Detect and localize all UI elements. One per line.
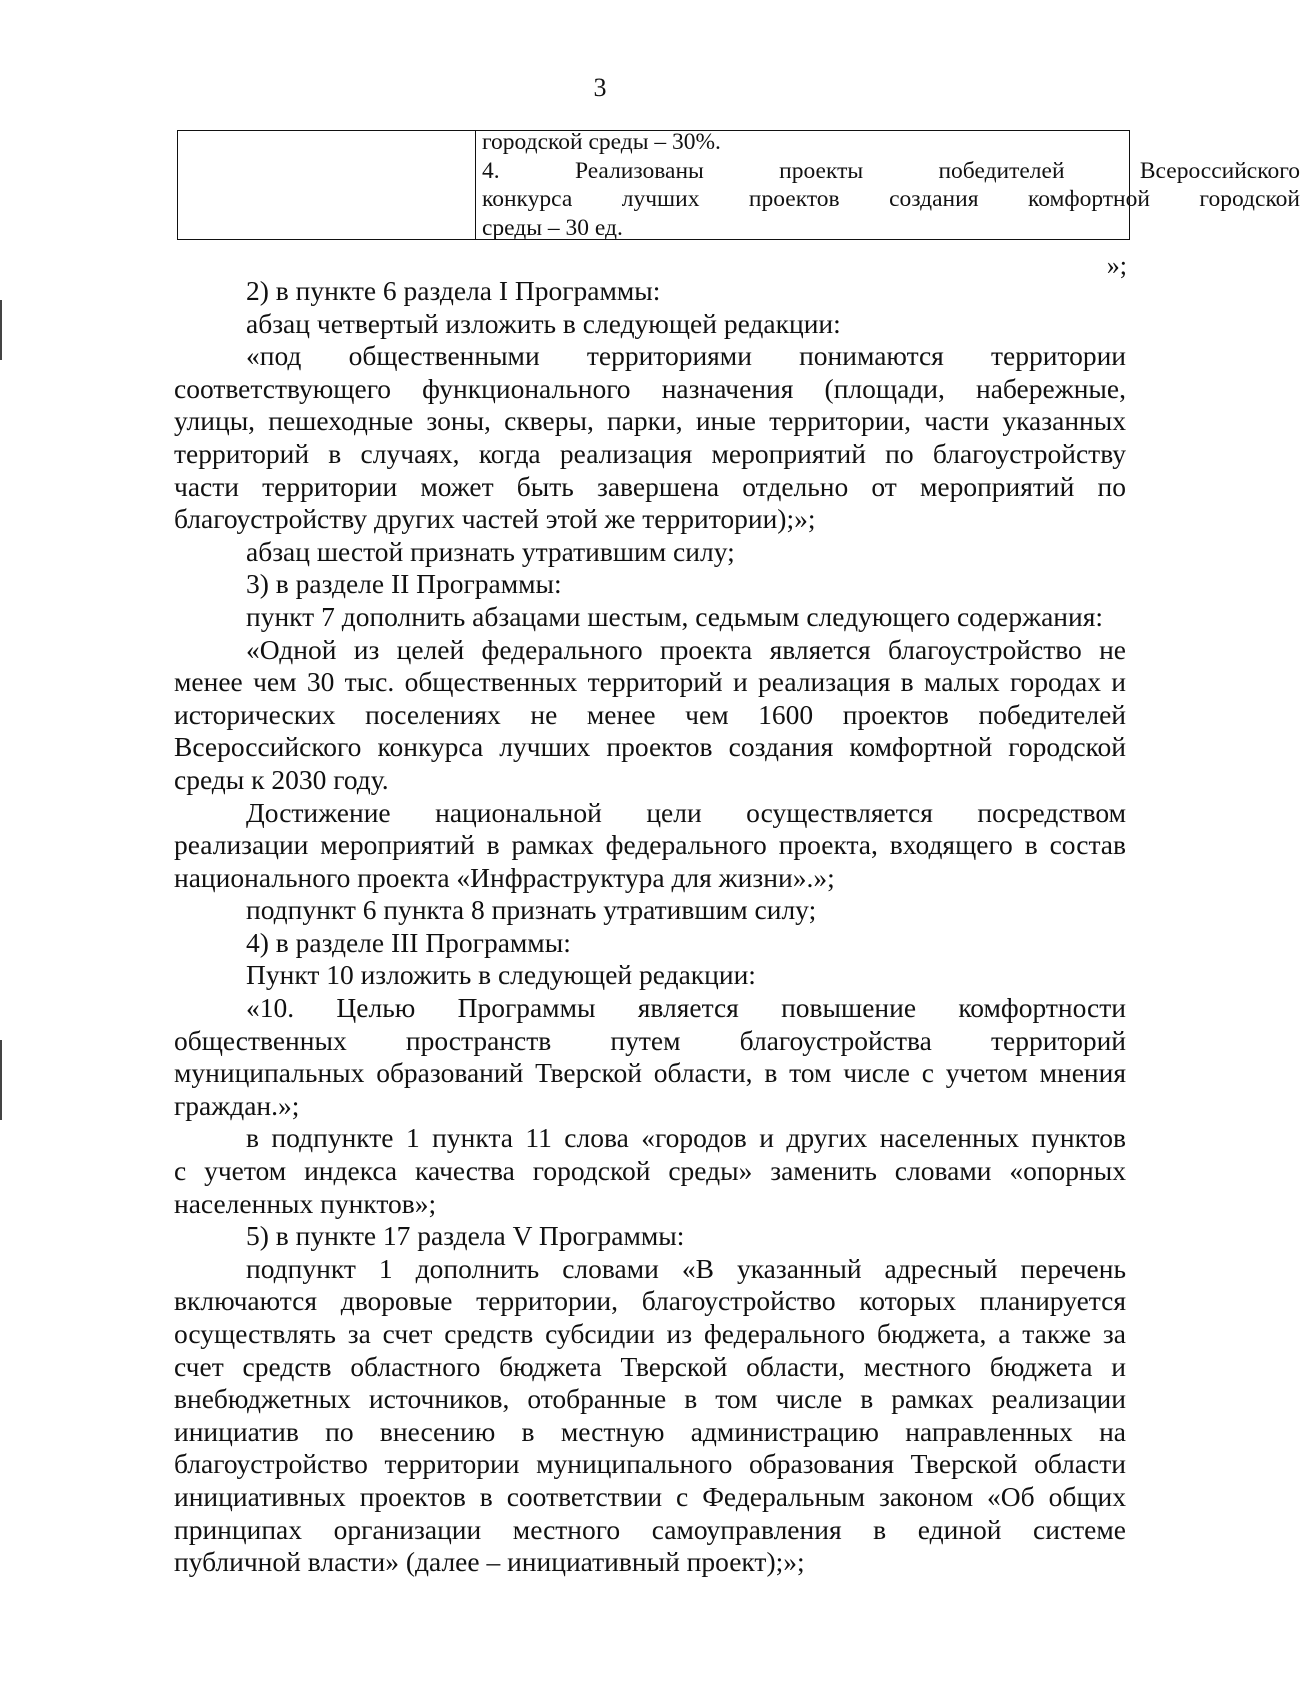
body-line: пункт 7 дополнить абзацами шестым, седьмым следующего содержания:: [246, 600, 1104, 632]
body-line: реализации мероприятий в рамках федерального проекта, входящего в состав: [174, 829, 1126, 861]
body-line: инициативных проектов в соответствии с Федеральным законом «Об общих: [174, 1480, 1126, 1512]
body-line: в подпункте 1 пункта 11 слова «городов и других населенных пунктов: [246, 1122, 1126, 1154]
body-line: благоустройству других частей этой же территории);»;: [174, 503, 816, 535]
body-line: территорий в случаях, когда реализация мероприятий по благоустройству: [174, 437, 1126, 469]
body-line: абзац шестой признать утратившим силу;: [246, 535, 735, 567]
body-line: 3) в разделе II Программы:: [246, 568, 562, 600]
body-line: «Одной из целей федерального проекта является благоустройство не: [246, 633, 1126, 665]
body-line: граждан.»;: [174, 1089, 300, 1121]
table-line: городской среды – 30%.: [482, 129, 721, 155]
body-line: муниципальных образований Тверской области, в том числе с учетом мнения: [174, 1057, 1126, 1089]
body-line: национального проекта «Инфраструктура для жизни».»;: [174, 861, 835, 893]
scan-edge-mark-top: [0, 300, 2, 360]
body-line: включаются дворовые территории, благоустройство которых планируется: [174, 1285, 1126, 1317]
body-line: Всероссийского конкурса лучших проектов создания комфортной городской: [174, 731, 1126, 763]
body-line: осуществлять за счет средств субсидии из федерального бюджета, а также за: [174, 1318, 1126, 1349]
body-line: «10. Целью Программы является повышение комфортности: [246, 992, 1126, 1024]
table-line: среды – 30 ед.: [482, 214, 623, 241]
body-line: внебюджетных источников, отобранные в том числе в рамках реализации: [174, 1383, 1126, 1415]
body-line: подпункт 6 пункта 8 признать утратившим силу;: [246, 894, 817, 926]
table-line: конкурса лучших проектов создания комфортной городской: [482, 186, 1300, 212]
body-line: «под общественными территориями понимаются территории: [246, 340, 1126, 372]
body-line: абзац четвертый изложить в следующей редакции:: [246, 307, 841, 339]
body-line: населенных пунктов»;: [174, 1187, 437, 1219]
body-line: благоустройство территории муниципального образования Тверской области: [174, 1448, 1126, 1480]
body-line: 2) в пункте 6 раздела I Программы:: [246, 275, 661, 306]
body-line: счет средств областного бюджета Тверской области, местного бюджета и: [174, 1350, 1126, 1382]
table-line: 4. Реализованы проекты победителей Всероссийского: [482, 157, 1300, 184]
body-line: публичной власти» (далее – инициативный проект);»;: [174, 1546, 805, 1578]
body-line: общественных пространств путем благоустройства территорий: [174, 1024, 1126, 1056]
body-line: подпункт 1 дополнить словами «В указанный адресный перечень: [246, 1252, 1126, 1284]
page-number: 3: [593, 73, 607, 102]
quote-close: »;: [1106, 251, 1127, 280]
body-line: улицы, пешеходные зоны, скверы, парки, иные территории, части указанных: [174, 405, 1126, 437]
body-line: Достижение национальной цели осуществляется посредством: [246, 796, 1126, 828]
body-line: принципах организации местного самоуправления в единой системе: [174, 1513, 1126, 1545]
body-line: с учетом индекса качества городской среды» заменить словами «опорных: [174, 1155, 1126, 1187]
table-cell-indicators: [482, 128, 1300, 242]
document-body: [174, 275, 1126, 1579]
body-line: 4) в разделе III Программы:: [246, 926, 571, 958]
body-line: Пункт 10 изложить в следующей редакции:: [246, 959, 756, 991]
body-line: инициатив по внесению в местную администрацию направленных на: [174, 1415, 1126, 1447]
body-line: части территории может быть завершена отдельно от мероприятий по: [174, 470, 1126, 502]
indicators-table-fragment: [177, 129, 1300, 241]
table-column-divider: [475, 131, 476, 239]
body-line: соответствующего функционального назначения (площади, набережные,: [174, 372, 1126, 404]
body-line: исторических поселениях не менее чем 1600 проектов победителей: [174, 698, 1126, 730]
body-line: менее чем 30 тыс. общественных территорий и реализация в малых городах и: [174, 666, 1126, 698]
body-line: среды к 2030 году.: [174, 763, 389, 795]
body-line: 5) в пункте 17 раздела V Программы:: [246, 1220, 685, 1252]
scan-edge-mark-middle: [0, 1040, 2, 1120]
